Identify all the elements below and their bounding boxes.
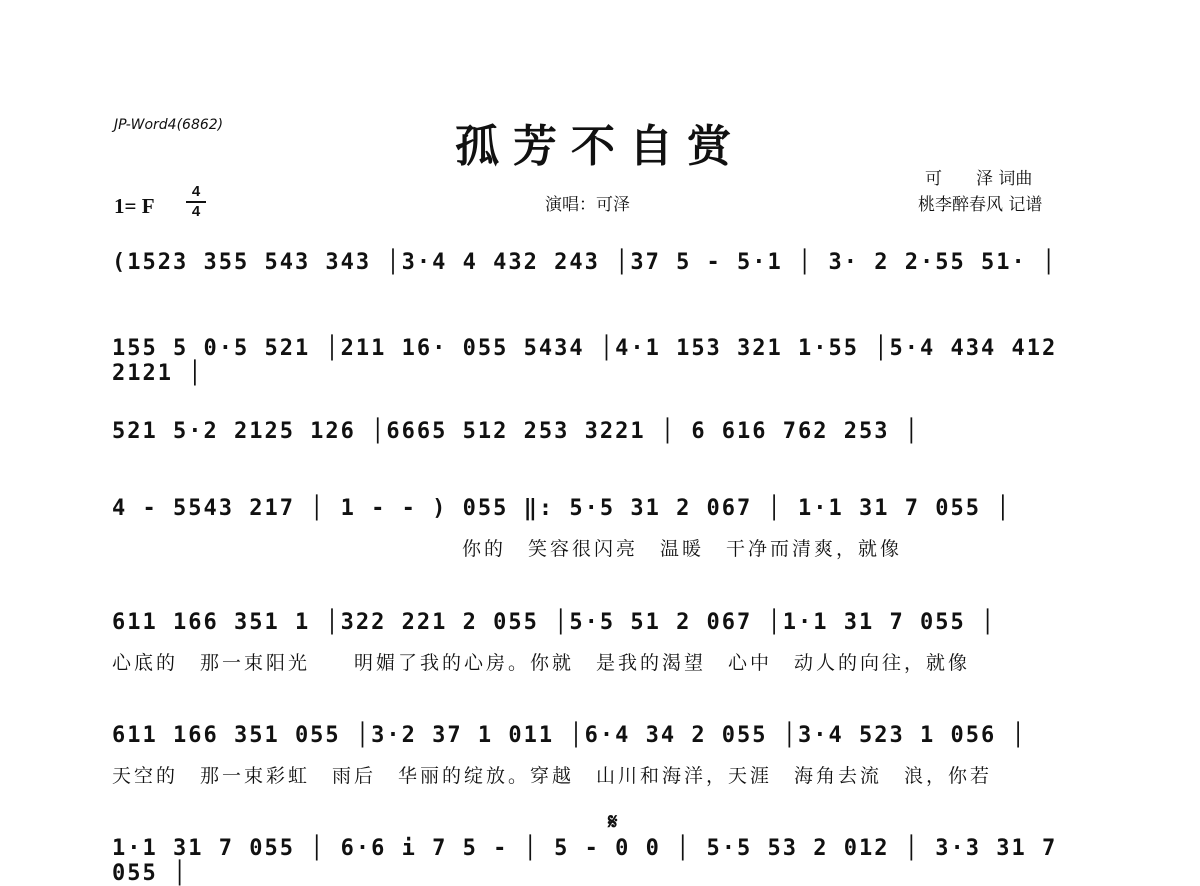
source-label: JP-Word4(6862) [114,117,224,133]
time-signature [186,184,206,220]
lyric-line: 你的 笑容很闪亮 温暖 干净而清爽，就像 [462,538,903,560]
segno-sign: 𝄋 [608,810,618,835]
notation-line: 521 5·2 2125 126 │6665 512 253 3221 │ 6 616 762 253 │ [112,419,920,444]
notation-line: (1523 355 543 343 │3·4 4 432 243 │37 5 - 5·1 │ 3· 2 2·55 51· │ [112,250,1058,275]
page-title: 孤芳不自赏 [455,121,745,172]
notation-line: 1·1 31 7 055 │ 6·6 i 7 5 - │ 5 - 0 0 │ 5·5 53 2 012 │ 3·3 31 7 055 │ [112,836,1058,886]
time-signature-top: 4 [191,183,201,200]
lyric-line: 心底的 那一束阳光 明媚了我的心房。你就 是我的渴望 心中 动人的向往，就像 [112,652,971,674]
notation-line: 155 5 0·5 521 │211 16· 055 5434 │4·1 153 321 1·55 │5·4 434 412 2121 │ [112,336,1058,386]
notation-line: 4 - 5543 217 │ 1 - - ) 055 ‖: 5·5 31 2 067 │ 1·1 31 7 055 │ [112,496,1012,521]
notation-line: 611 166 351 055 │3·2 37 1 011 │6·4 34 2 055 │3·4 523 1 056 │ [112,723,1027,748]
time-signature-bottom: 4 [191,203,201,220]
lyric-line: 天空的 那一束彩虹 雨后 华丽的绽放。穿越 山川和海洋，天涯 海角去流 浪，你若 [112,765,993,787]
transcriber-credit: 桃李醉春风 记谱 [918,195,1043,215]
lyricist-composer-credit: 可 泽 词曲 [925,169,1033,189]
singer-credit: 演唱：可泽 [545,195,630,215]
key-signature: 1= F [114,194,155,218]
notation-line: 611 166 351 1 │322 221 2 055 │5·5 51 2 067 │1·1 31 7 055 │ [112,610,997,635]
